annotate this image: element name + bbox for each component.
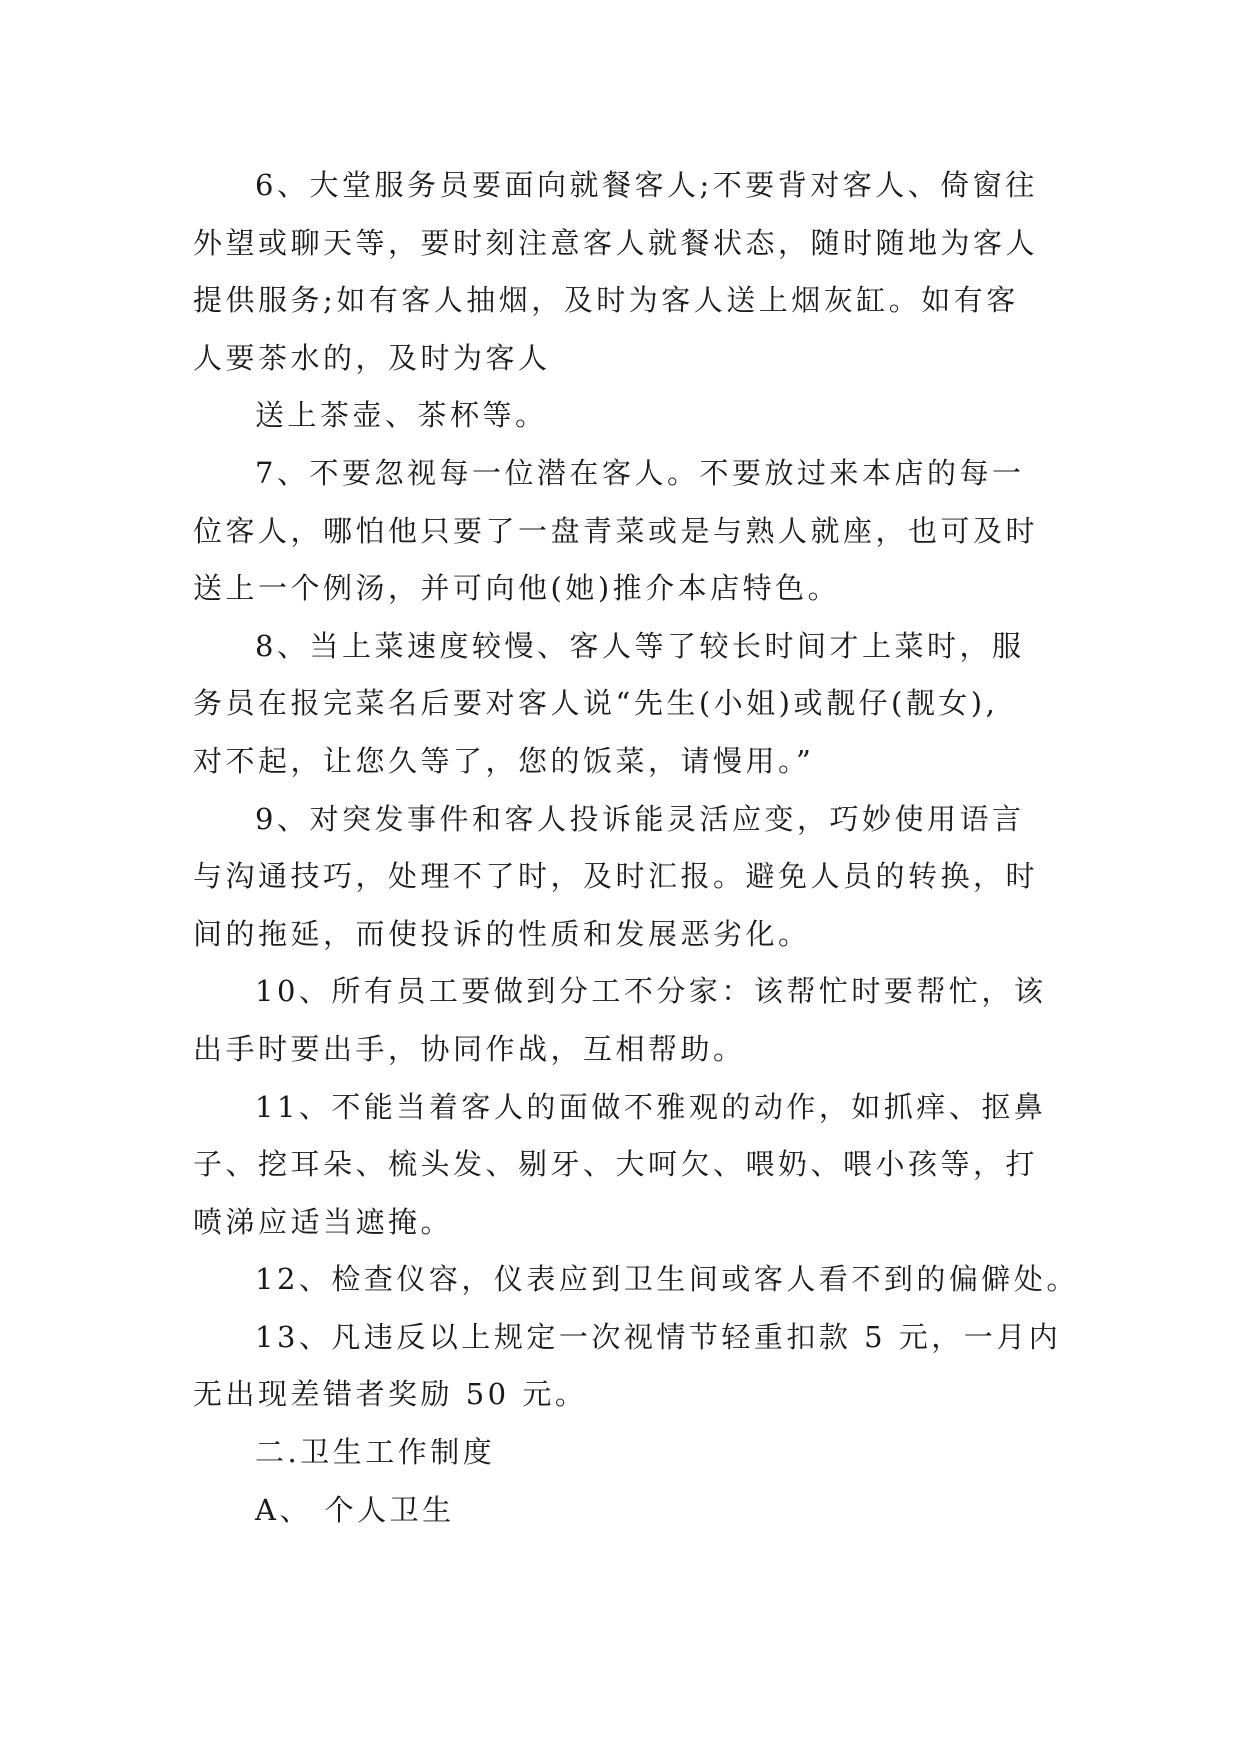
paragraph-8 xyxy=(193,618,1053,791)
section-heading-hygiene xyxy=(193,1424,1053,1482)
paragraph-13 xyxy=(193,1309,1062,1424)
section-title: 二.卫生工作制度 xyxy=(255,1435,496,1470)
text-line: 出手时要出手，协同作战，互相帮助。 xyxy=(193,1031,746,1066)
text-line: 送上茶壶、茶杯等。 xyxy=(255,398,548,433)
paragraph-9 xyxy=(193,791,1053,964)
text-line: 与沟通技巧，处理不了时，及时汇报。避免人员的转换，时 xyxy=(193,859,1039,894)
text-line: 6、大堂服务员要面向就餐客人;不要背对客人、倚窗往 xyxy=(255,168,1038,202)
text-line: 外望或聊天等，要时刻注意客人就餐状态，随时随地为客人 xyxy=(193,225,1039,260)
subsection-heading-personal-hygiene xyxy=(193,1482,1053,1540)
text-line: 对不起，让您久等了，您的饭菜，请慢用。” xyxy=(193,743,815,778)
text-line: 送上一个例汤，并可向他(她)推介本店特色。 xyxy=(193,571,841,606)
text-line: 10、所有员工要做到分工不分家：该帮忙时要帮忙，该 xyxy=(255,974,1047,1009)
subsection-title: A、 个人卫生 xyxy=(255,1492,455,1527)
text-line: 间的拖延，而使投诉的性质和发展恶劣化。 xyxy=(193,916,811,951)
text-line: 无出现差错者奖励 50 元。 xyxy=(193,1377,588,1412)
text-line: 12、检查仪容，仪表应到卫生间或客人看不到的偏僻处。 xyxy=(255,1262,1079,1297)
paragraph-6-continued xyxy=(193,387,1053,445)
text-line: 13、凡违反以上规定一次视情节轻重扣款 5 元，一月内 xyxy=(255,1319,1062,1354)
text-line: 子、挖耳朵、梳头发、剔牙、大呵欠、喂奶、喂小孩等，打 xyxy=(193,1147,1039,1182)
paragraph-12 xyxy=(193,1251,1079,1309)
text-line: 9、对突发事件和客人投诉能灵活应变，巧妙使用语言 xyxy=(255,801,1025,836)
text-line: 提供服务;如有客人抽烟，及时为客人送上烟灰缸。如有客 xyxy=(193,283,1019,318)
text-line: 11、不能当着客人的面做不雅观的动作，如抓痒、抠鼻 xyxy=(255,1089,1047,1124)
paragraph-11 xyxy=(193,1079,1053,1252)
text-line: 人要茶水的，及时为客人 xyxy=(193,340,551,375)
paragraph-7 xyxy=(193,445,1053,618)
text-line: 7、不要忽视每一位潜在客人。不要放过来本店的每一 xyxy=(255,455,1025,490)
text-line: 位客人，哪怕他只要了一盘青菜或是与熟人就座，也可及时 xyxy=(193,513,1039,548)
document-body xyxy=(193,157,1079,1539)
paragraph-10 xyxy=(193,963,1053,1078)
text-line: 8、当上菜速度较慢、客人等了较长时间才上菜时，服 xyxy=(255,628,1025,663)
text-line: 喷涕应适当遮掩。 xyxy=(193,1204,454,1239)
paragraph-6 xyxy=(193,157,1053,387)
text-line: 务员在报完菜名后要对客人说“先生(小姐)或靓仔(靓女), xyxy=(193,686,999,721)
